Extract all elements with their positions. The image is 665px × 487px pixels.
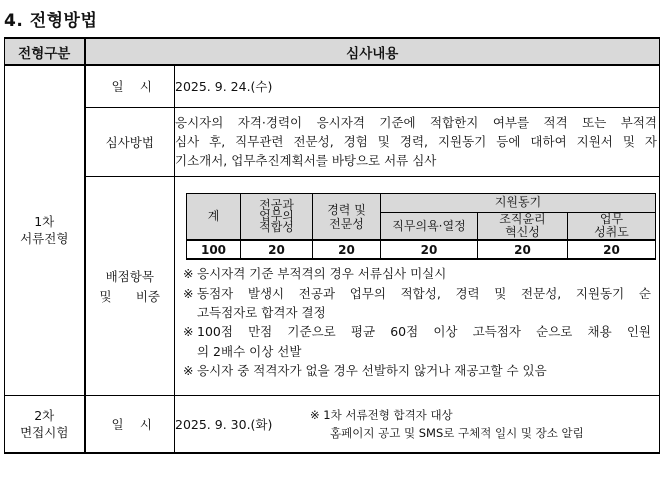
method-line-1: 응시자의 자격·경력이 응시자격 기준에 적합한지 여부를 적격 또는 부적격: [175, 115, 657, 130]
date-value-2: 2025. 9. 30.(화): [175, 416, 273, 432]
stage1-line2: 서류전형: [20, 231, 69, 247]
note-4: [183, 361, 653, 380]
header-stage: 전형구분: [5, 38, 85, 65]
note-2-line-2: 고득점자로 합격자 결정: [197, 304, 326, 320]
interview-remark: [310, 406, 584, 442]
date-label-1a: 일: [111, 79, 124, 95]
score-header-total: 계: [187, 193, 241, 240]
score-label-1: 배점항목: [105, 268, 154, 284]
method-description: [175, 107, 660, 176]
score-value-ethics: 20: [477, 240, 567, 259]
motive-sub-ethics: [477, 212, 567, 240]
item-score: [85, 176, 175, 395]
stage-document-screening: [5, 65, 85, 395]
score-header-career: [313, 193, 381, 240]
interview-content: [175, 395, 660, 453]
item-method: 심사방법: [85, 107, 175, 176]
note-2-mark: ※: [183, 285, 194, 301]
fit-line-1: 전공과: [259, 198, 294, 213]
selection-method-table: [4, 37, 660, 454]
date-value-1: 2025. 9. 24.(수): [175, 65, 660, 107]
remark-line-1: ※ 1차 서류전형 합격자 대상: [310, 407, 453, 422]
method-line-3: 기소개서, 업무추진계획서를 바탕으로 서류 심사: [175, 153, 437, 168]
note-3-line-2: 의 2배수 이상 선발: [197, 343, 302, 359]
score-header-fit: [241, 193, 313, 240]
remark-line-2: 홈페이지 공고 및 SMS로 구체적 일시 및 장소 알림: [330, 425, 584, 440]
date-label-1b: 시: [139, 79, 152, 95]
item-date-1: [85, 65, 175, 107]
date-label-2b: 시: [139, 416, 152, 432]
passion-line-1: 직무의욕·열정: [392, 218, 466, 233]
stage2-line1: 2차: [34, 407, 55, 423]
motive-sub-passion: [381, 212, 478, 240]
date-label-2a: 일: [111, 416, 124, 432]
stage1-line1: 1차: [34, 214, 55, 230]
section-title: 4. 전형방법: [4, 11, 98, 31]
score-value-achievement: 20: [567, 240, 655, 259]
fit-line-2: 업무의: [259, 209, 294, 224]
score-table: [186, 193, 656, 261]
score-value-career: 20: [313, 240, 381, 259]
note-3-line-1: 100점 만점 기준으로 평균 60점 이상 고득점자 순으로 채용 인원: [197, 324, 651, 340]
career-line-2: 전문성: [329, 216, 364, 231]
fit-line-3: 적합성: [259, 220, 294, 235]
note-3-mark: ※: [183, 324, 194, 340]
note-4-line-1: 응시자 중 적격자가 없을 경우 선발하지 않거나 재공고할 수 있음: [197, 362, 547, 378]
note-1-mark: ※: [183, 266, 194, 282]
achieve-line-2: 성취도: [594, 225, 629, 240]
note-1-line-1: 응시자격 기준 부적격의 경우 서류심사 미실시: [197, 266, 447, 282]
item-date-2: [85, 395, 175, 453]
career-line-1: 경력 및: [327, 202, 366, 217]
note-1: [183, 264, 653, 283]
score-notes: [183, 264, 653, 380]
score-value-fit: 20: [241, 240, 313, 259]
score-label-2b: 비중: [135, 288, 160, 304]
score-label-2a: 및: [99, 288, 112, 304]
score-content: [175, 176, 660, 395]
stage-interview: [5, 395, 85, 453]
ethics-line-1: 조직윤리: [499, 212, 546, 227]
note-2: [183, 284, 653, 303]
score-header-motive: 지원동기: [381, 193, 656, 212]
method-line-2: 심사 후, 직무관련 전문성, 경험 및 경력, 지원동기 등에 대하여 지원서 및 자: [175, 134, 657, 149]
note-3: [183, 322, 653, 341]
stage2-line2: 면접시험: [20, 424, 69, 440]
score-value-total: 100: [187, 240, 241, 259]
motive-sub-achievement: [567, 212, 655, 240]
ethics-line-2: 혁신성: [505, 225, 540, 240]
achieve-line-1: 업무: [599, 212, 624, 227]
score-value-passion: 20: [381, 240, 478, 259]
note-2-line-1: 동점자 발생시 전공과 업무의 적합성, 경력 및 전문성, 지원동기 순: [197, 285, 651, 301]
header-content: 심사내용: [85, 38, 660, 65]
note-4-mark: ※: [183, 362, 194, 378]
